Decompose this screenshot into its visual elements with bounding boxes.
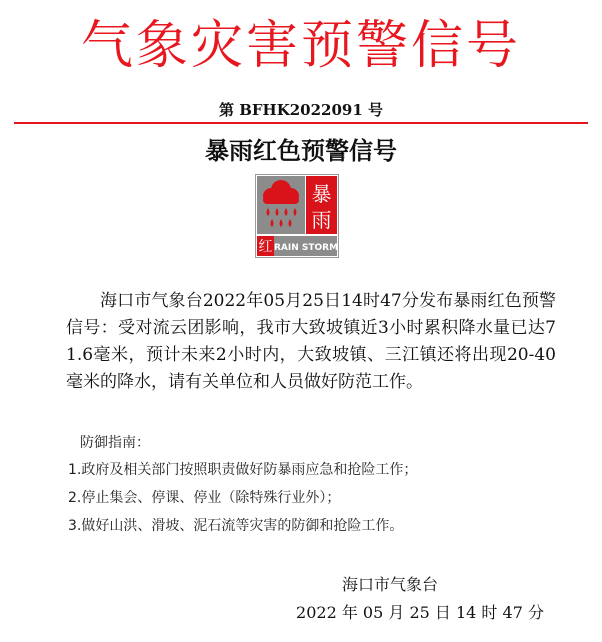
icon-char-yu: 雨 <box>311 208 332 232</box>
defense-guide-list <box>68 460 417 544</box>
banner-title: 气象灾害预警信号 <box>80 16 521 76</box>
icon-char-bao: 暴 <box>311 182 332 206</box>
warning-body-text: 海口市气象台2022年05月25日14时47分发布暴雨红色预警信号：受对流云团影响，我市大致坡镇近3小时累积降水量已达71.6毫米，预计未来2小时内，大致坡镇、三江镇还将出现20-40毫米的降水，请有关单位和人员做好防范工作。 <box>66 291 556 392</box>
issue-date: 2022 年 05 月 25 日 14 时 47 分 <box>296 603 544 622</box>
guide-item: 3.做好山洪、滑坡、泥石流等灾害的防御和抢险工作。 <box>68 518 404 534</box>
header-divider <box>14 122 588 124</box>
signal-title: 暴雨红色预警信号 <box>205 137 397 165</box>
document-number: 第 BFHK2022091 号 <box>218 101 384 119</box>
icon-english-label: RAIN STORM <box>273 243 339 253</box>
guide-item: 1.政府及相关部门按照职责做好防暴雨应急和抢险工作； <box>68 462 418 478</box>
icon-level-char: 红 <box>258 239 273 255</box>
issuing-organization: 海口市气象台 <box>341 575 438 594</box>
guide-item: 2.停止集会、停课、停业（除特殊行业外）； <box>68 490 341 506</box>
rainstorm-red-icon <box>255 174 339 258</box>
defense-guide-heading: 防御指南： <box>80 435 150 451</box>
